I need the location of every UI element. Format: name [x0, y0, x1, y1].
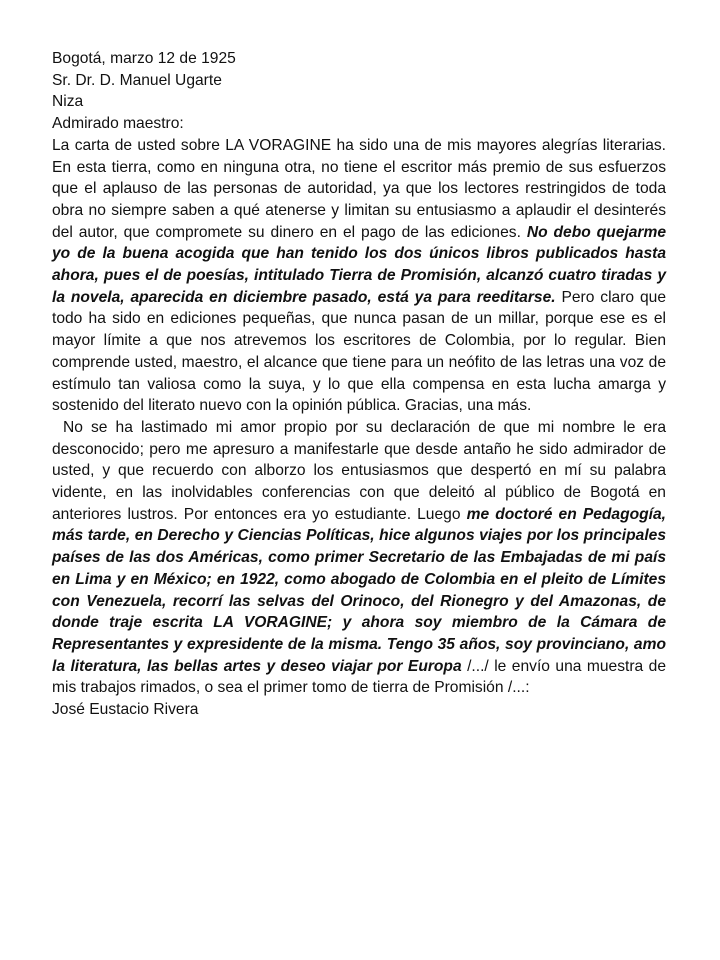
paragraph-1	[52, 135, 666, 417]
paragraph-2-text-a: No se ha lastimado mi amor propio por su declaración de que mi nombre le era desconocido; pero me apresuro a manifestarle que desde antaño he sido admirador de usted, y que recuerdo con alborzo los entusiasmos que despertó en mí su palabra vidente, en las inolvidables conferencias con que deleitó al público de Bogotá en anteriores lustros. Por entonces era yo estudiante. Luego	[52, 418, 666, 523]
date-line: Bogotá, marzo 12 de 1925	[52, 50, 236, 67]
place-line: Niza	[52, 93, 84, 111]
paragraph-1-text-b: Pero claro que todo ha sido en ediciones pequeñas, que nunca pasan de un millar, porque ese es el mayor límite a que nos atrevemos los escritores de Colombia, por lo regular. Bien comprende usted, maestro, el alcance que tiene para un neófito de las letras una voz de estímulo tan valiosa como la suya, y lo que ella compensa en esta lucha amarga y sostenido del literato nuevo con la opinión pública. Gracias, una más.	[52, 288, 666, 415]
paragraph-2-emphasis: me doctoré en Pedagogía, más tarde, en Derecho y Ciencias Políticas, hice algunos viajes por los principales países de las dos Américas, como primer Secretario de las Embajadas de mi país en Lima y en México; en 1922, como abogado de Colombia en el pleito de Límites con Venezuela, recorrí las selvas del Orinoco, del Rionegro y del Amazonas, de donde traje escrita LA VORAGINE; y ahora soy miembro de la Cámara de Representantes y expresidente de la misma. Tengo 35 años, soy provinciano, amo la literatura, las bellas artes y deseo viajar por Europa	[52, 505, 667, 675]
paragraph-2-text-b: /.../ le envío una muestra de mis trabajos rimados, o sea el primer tomo de tierra de Promisión /...:	[52, 657, 666, 697]
paragraph-1-emphasis: No debo quejarme yo de la buena acogida que han tenido los dos únicos libros publicados hasta ahora, pues el de poesías, intitulado Tierra de Promisión, alcanzó cuatro tiradas y la novela, aparecida en diciembre pasado, está ya para reeditarse.	[52, 223, 666, 306]
letter-page	[52, 48, 666, 721]
paragraph-1-text-a: La carta de usted sobre LA VORAGINE ha sido una de mis mayores alegrías literarias. En esta tierra, como en ninguna otra, no tiene el escritor más premio de sus esfuerzos que el aplauso de las personas de autoridad, ya que los lectores restringidos de toda obra no siempre saben a qué atenerse y limitan su entusiasmo a aplaudir el desinterés del autor, que compromete su dinero en el pago de las ediciones.	[52, 136, 666, 241]
recipient-line: Sr. Dr. D. Manuel Ugarte	[52, 71, 222, 89]
salutation: Admirado maestro:	[52, 115, 184, 133]
paragraph-2	[52, 417, 666, 699]
signature: José Eustacio Rivera	[52, 701, 199, 719]
